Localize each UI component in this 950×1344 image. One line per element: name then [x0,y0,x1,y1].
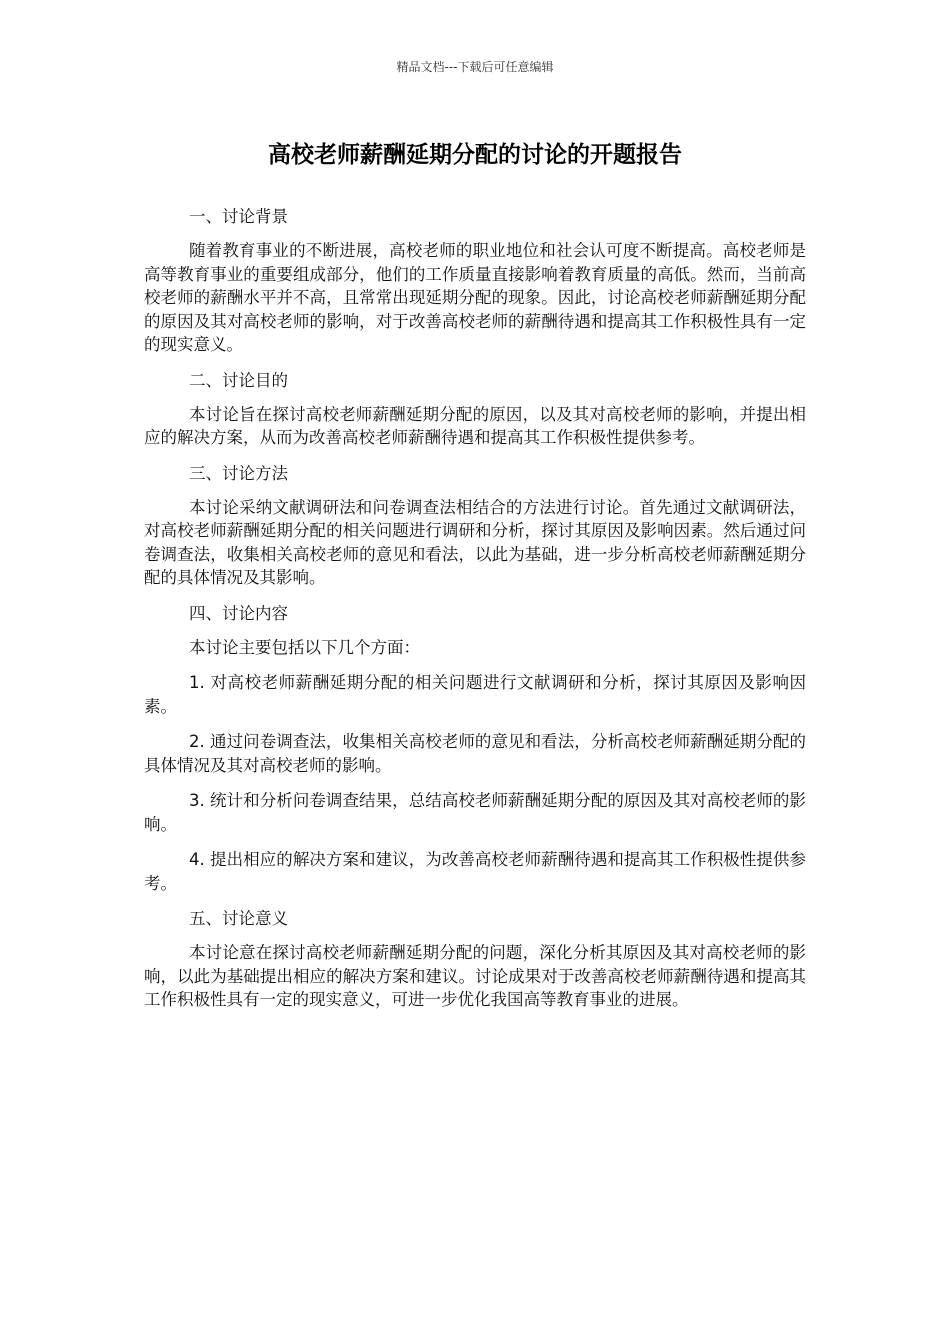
section-paragraph: 本讨论旨在探讨高校老师薪酬延期分配的原因，以及其对高校老师的影响，并提出相应的解决方案，从而为改善高校老师薪酬待遇和提高其工作积极性提供参考。 [144,404,806,447]
section-intro: 本讨论主要包括以下几个方面： [189,637,420,657]
list-item: 2. 通过问卷调查法，收集相关高校老师的意见和看法，分析高校老师薪酬延期分配的具体情况及其对高校老师的影响。 [144,732,806,775]
header-note: 精品文档---下载后可任意编辑 [396,60,554,74]
section-heading-background: 一、讨论背景 [189,207,288,226]
section-paragraph: 随着教育事业的不断进展，高校老师的职业地位和社会认可度不断提高。高校老师是高等教育事业的重要组成部分，他们的工作质量直接影响着教育质量的高低。然而，当前高校老师的薪酬水平并不高，且常常出现延期分配的现象。因此，讨论高校老师薪酬延期分配的原因及其对高校老师的影响，对于改善高校老师的薪酬待遇和提高其工作积极性具有一定的现实意义。 [144,241,806,354]
document-title: 高校老师薪酬延期分配的讨论的开题报告 [268,142,682,168]
document-body [144,205,806,1024]
list-item: 4. 提出相应的解决方案和建议，为改善高校老师薪酬待遇和提高其工作积极性提供参考。 [144,850,806,893]
section-paragraph: 本讨论意在探讨高校老师薪酬延期分配的问题，深化分析其原因及其对高校老师的影响，以此为基础提出相应的解决方案和建议。讨论成果对于改善高校老师薪酬待遇和提高其工作积极性具有一定的现实意义，可进一步优化我国高等教育事业的进展。 [144,943,806,1009]
section-heading-significance: 五、讨论意义 [189,909,288,928]
section-paragraph: 本讨论采纳文献调研法和问卷调查法相结合的方法进行讨论。首先通过文献调研法，对高校老师薪酬延期分配的相关问题进行调研和分析，探讨其原因及影响因素。然后通过问卷调查法，收集相关高校老师的意见和看法，以此为基础，进一步分析高校老师薪酬延期分配的具体情况及其影响。 [144,497,806,587]
list-item: 3. 统计和分析问卷调查结果，总结高校老师薪酬延期分配的原因及其对高校老师的影响。 [144,791,806,834]
list-item: 1. 对高校老师薪酬延期分配的相关问题进行文献调研和分析，探讨其原因及影响因素。 [144,673,806,716]
section-heading-content: 四、讨论内容 [189,603,288,623]
section-heading-purpose: 二、讨论目的 [189,370,288,390]
section-heading-method: 三、讨论方法 [189,463,288,483]
